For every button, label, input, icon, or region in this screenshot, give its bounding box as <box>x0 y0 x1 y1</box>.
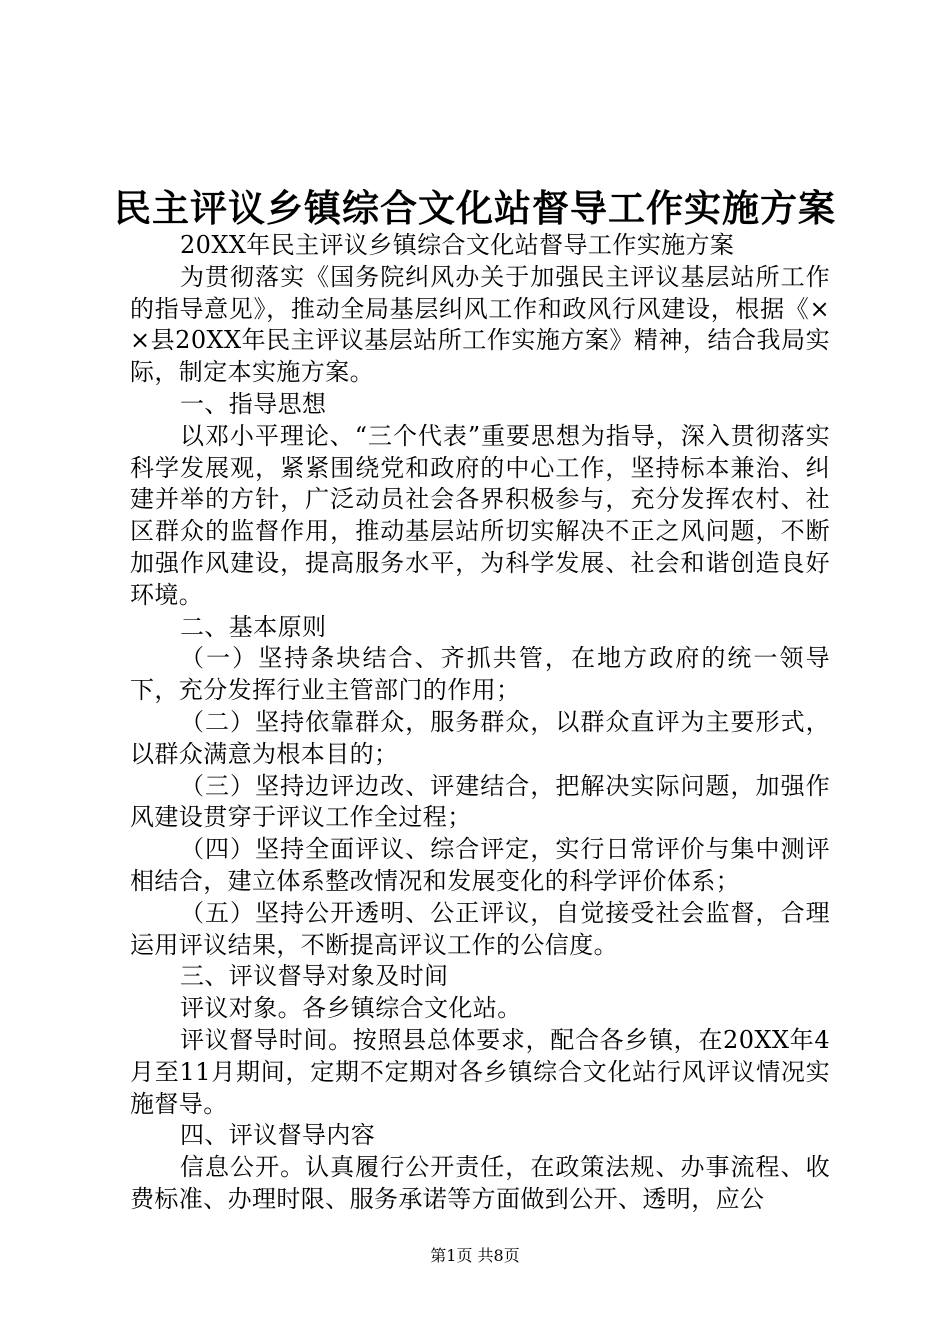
paragraph-review-time: 评议督导时间。按照县总体要求，配合各乡镇，在20XX年4月至11月期间，定期不定期对各乡镇综合文化站行风评议情况实施督导。 <box>130 1025 830 1118</box>
principle-4: （四）坚持全面评议、综合评定，实行日常评价与集中测评相结合，建立体系整改情况和发展变化的科学评价体系； <box>130 835 830 895</box>
paragraph-review-target: 评议对象。各乡镇综合文化站。 <box>180 994 522 1023</box>
page-footer: 第1页 共8页 <box>430 1246 520 1265</box>
principle-2: （二）坚持依靠群众，服务群众，以群众直评为主要形式，以群众满意为根本目的； <box>130 707 830 768</box>
section-heading-3: 三、评议督导对象及时间 <box>180 962 449 991</box>
paragraph-intro: 为贯彻落实《国务院纠风办关于加强民主评议基层站所工作的指导意见》，推动全局基层纠风工作和政风行风建设，根据《××县20XX年民主评议基层站所工作实施方案》精神，结合我局实际，制定本实施方案。 <box>130 262 830 387</box>
section-heading-1: 一、指导思想 <box>180 389 327 418</box>
principle-5: （五）坚持公开透明、公正评议，自觉接受社会监督，合理运用评议结果，不断提高评议工作的公信度。 <box>130 898 830 959</box>
document-body <box>130 230 830 1216</box>
paragraph-guiding-thought: 以邓小平理论、“三个代表”重要思想为指导，深入贯彻落实科学发展观，紧紧围绕党和政府的中心工作，坚持标本兼治、纠建并举的方针，广泛动员社会各界积极参与，充分发挥农村、社区群众的监督作用，推动基层站所切实解决不正之风问题，不断加强作风建设，提高服务水平，为科学发展、社会和谐创造良好环境。 <box>130 421 830 609</box>
paragraph-info-disclosure: 信息公开。认真履行公开责任，在政策法规、办事流程、收费标准、办理时限、服务承诺等方面做到公开、透明，应公 <box>130 1153 830 1213</box>
section-heading-2: 二、基本原则 <box>180 612 327 641</box>
document-title: 民主评议乡镇综合文化站督导工作实施方案 <box>114 186 836 230</box>
principle-3: （三）坚持边评边改、评建结合，把解决实际问题，加强作风建设贯穿于评议工作全过程； <box>130 771 830 832</box>
paragraph-subtitle: 20XX年民主评议乡镇综合文化站督导工作实施方案 <box>180 231 735 259</box>
section-heading-4: 四、评议督导内容 <box>180 1121 376 1150</box>
principle-1: （一）坚持条块结合、齐抓共管，在地方政府的统一领导下，充分发挥行业主管部门的作用； <box>130 644 830 705</box>
